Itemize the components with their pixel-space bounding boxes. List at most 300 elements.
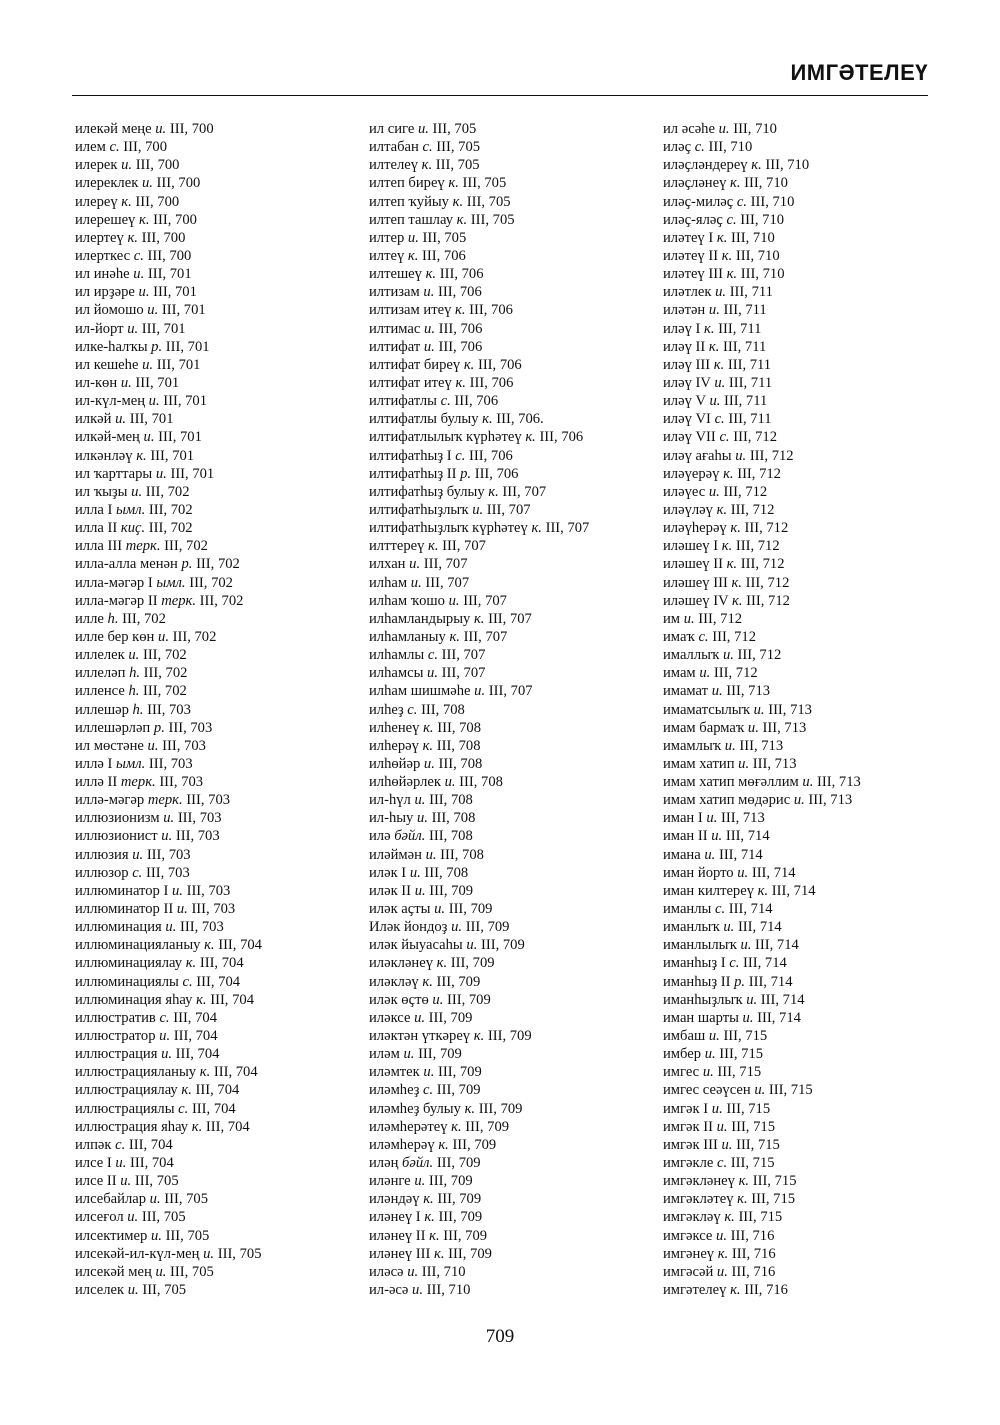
entry-pos-label: терк. <box>147 792 183 809</box>
index-entry <box>75 682 262 700</box>
index-entry <box>663 1208 861 1226</box>
entry-reference: III, 703 <box>158 737 206 754</box>
entry-headword: ил-әсә <box>369 1282 413 1298</box>
index-entry <box>369 501 589 519</box>
entry-pos-label: и. <box>722 647 734 664</box>
entry-headword: илһенеү <box>369 719 424 736</box>
index-entry <box>75 1100 262 1118</box>
entry-headword: ил-көн <box>75 374 121 391</box>
entry-headword: ил инәһе <box>75 266 134 283</box>
entry-pos-label: терк. <box>125 538 161 555</box>
entry-pos-label: и. <box>155 1263 167 1280</box>
entry-pos-label: һ. <box>107 610 119 627</box>
entry-headword: илла-мәгәр I <box>75 574 157 591</box>
entry-pos-label: к. <box>448 175 459 192</box>
entry-headword: ил-күл-мең <box>75 393 149 410</box>
index-entry <box>663 1118 861 1136</box>
index-entry <box>75 392 262 410</box>
entry-reference: III, 708 <box>425 828 473 845</box>
entry-reference: III, 701 <box>158 302 206 319</box>
index-entry <box>663 1190 861 1208</box>
entry-headword: иләү IV <box>663 374 715 391</box>
entry-pos-label: к. <box>738 1173 750 1190</box>
entry-pos-label: и. <box>708 302 720 319</box>
entry-headword: илле бер көн <box>75 628 159 645</box>
entry-headword: илтизам <box>369 284 424 301</box>
entry-reference: III, 710 <box>732 247 780 264</box>
index-entry <box>663 519 861 537</box>
entry-pos-label: р. <box>153 719 165 736</box>
index-entry <box>663 211 861 229</box>
entry-headword: имана <box>663 846 705 863</box>
index-entry <box>663 900 861 918</box>
entry-headword: Иләк йондоҙ <box>369 919 452 936</box>
entry-headword: имгәк II <box>663 1118 717 1135</box>
entry-pos-label: и. <box>715 284 727 301</box>
index-entry <box>369 628 589 646</box>
index-entry <box>663 338 861 356</box>
entry-headword: илерек <box>75 157 122 174</box>
entry-reference: III, 703 <box>174 810 222 827</box>
index-entry <box>369 900 589 918</box>
index-entry <box>663 174 861 192</box>
entry-headword: илкәй-мең <box>75 429 144 446</box>
index-entry <box>75 864 262 882</box>
entry-headword: илтеп ҡуйыу <box>369 193 453 210</box>
entry-reference: III, 715 <box>747 1191 796 1208</box>
index-entry <box>663 719 861 737</box>
index-entry <box>663 374 861 392</box>
index-entry <box>663 301 861 319</box>
entry-pos-label: и. <box>407 1263 419 1280</box>
entry-headword: иләшеү I <box>663 538 722 555</box>
entry-reference: III, 714 <box>768 882 816 899</box>
entry-reference: III, 715 <box>713 1064 762 1081</box>
entry-headword: илһамландырыу <box>369 610 474 627</box>
entry-pos-label: и. <box>150 1227 162 1244</box>
entry-reference: III, 712 <box>733 465 781 482</box>
index-entry <box>75 1263 262 1281</box>
index-entry <box>369 156 589 174</box>
entry-reference: III, 708 <box>433 719 482 736</box>
index-entry <box>369 320 589 338</box>
entry-reference: III, 708 <box>427 810 476 827</box>
index-entry <box>369 1208 589 1226</box>
entry-reference: III, 702 <box>168 628 217 645</box>
entry-reference: III, 700 <box>166 121 214 137</box>
entry-headword: иләкләнеү <box>369 955 437 972</box>
index-entry <box>663 773 861 791</box>
entry-pos-label: и. <box>155 121 167 137</box>
entry-headword: имбер <box>663 1046 705 1063</box>
entry-headword: имгәкләү <box>663 1209 725 1226</box>
entry-pos-label: и. <box>451 919 463 936</box>
entry-reference: III, 716 <box>726 1227 775 1244</box>
entry-pos-label: к. <box>713 356 725 373</box>
entry-reference: III, 712 <box>732 538 780 555</box>
entry-reference: III, 700 <box>132 157 180 174</box>
entry-reference: III, 714 <box>725 901 773 918</box>
entry-pos-label: и. <box>176 901 188 918</box>
entry-headword: иләктән үткәреү <box>369 1028 474 1045</box>
index-entry <box>369 537 589 555</box>
entry-headword: иләтлек <box>663 284 716 301</box>
index-entry <box>663 809 861 827</box>
index-entry <box>75 592 262 610</box>
entry-headword: имгес сеәүсен <box>663 1082 755 1099</box>
entry-headword: иләм <box>369 1046 404 1063</box>
entry-reference: III, 709 <box>461 1118 510 1135</box>
entry-headword: имгәк III <box>663 1136 722 1153</box>
entry-reference: III, 706 <box>434 338 483 355</box>
index-entry <box>75 265 262 283</box>
entry-reference: III, 708 <box>425 792 473 809</box>
index-entry <box>369 120 589 138</box>
entry-reference: III, 700 <box>152 175 201 192</box>
entry-reference: III, 709 <box>433 1155 481 1172</box>
index-entry <box>663 465 861 483</box>
index-entry <box>369 301 589 319</box>
entry-reference: III, 713 <box>813 774 861 791</box>
entry-pos-label: с. <box>698 628 709 645</box>
index-entry <box>663 574 861 592</box>
index-entry <box>369 338 589 356</box>
entry-pos-label: к. <box>704 320 715 337</box>
index-entry <box>369 682 589 700</box>
index-entry <box>75 138 262 156</box>
index-entry <box>663 537 861 555</box>
index-entry <box>75 628 262 646</box>
entry-reference: III, 707 <box>484 610 532 627</box>
index-entry <box>75 610 262 628</box>
entry-headword: иман I <box>663 810 707 827</box>
entry-reference: III, 709 <box>425 882 474 899</box>
entry-pos-label: и. <box>424 320 435 337</box>
entry-reference: III, 705 <box>432 157 480 174</box>
entry-pos-label: и. <box>802 774 814 791</box>
entry-reference: III, 710 <box>423 1282 471 1298</box>
entry-headword: илленсе <box>75 683 129 700</box>
entry-reference: III, 707 <box>498 483 547 500</box>
entry-reference: III, 701 <box>144 266 192 283</box>
entry-headword: имаматсылыҡ <box>663 701 754 718</box>
entry-reference: III, 715 <box>734 1209 783 1226</box>
index-entry <box>75 283 262 301</box>
entry-pos-label: к. <box>456 211 468 228</box>
index-entry <box>663 356 861 374</box>
entry-pos-label: и. <box>708 1028 720 1045</box>
entry-headword: иллюстрация <box>75 1046 162 1063</box>
entry-pos-label: и. <box>417 810 428 827</box>
entry-reference: III, 709 <box>414 1046 462 1063</box>
index-entry <box>75 555 262 573</box>
index-entry <box>75 1063 262 1081</box>
entry-reference: III, 709 <box>444 1245 492 1262</box>
index-entry <box>369 936 589 954</box>
index-entry <box>369 664 589 682</box>
index-entry <box>663 682 861 700</box>
entry-reference: III, 707 <box>421 574 470 591</box>
entry-reference: III, 713 <box>735 737 784 754</box>
entry-headword: илем <box>75 139 110 156</box>
entry-reference: III, 706 <box>436 266 484 283</box>
entry-pos-label: и. <box>747 719 759 736</box>
entry-headword: иләмһеҙ булыу <box>369 1100 465 1117</box>
entry-headword: иләүес <box>663 483 709 500</box>
entry-headword: иләшеү II <box>663 556 727 573</box>
entry-reference: III, 709 <box>432 973 481 990</box>
entry-reference: III, 710 <box>746 193 795 210</box>
index-entry <box>75 211 262 229</box>
entry-headword: илттереү <box>369 538 429 555</box>
entry-headword: иләтеү I <box>663 229 717 246</box>
entry-reference: III, 707 <box>459 628 508 645</box>
entry-headword: ил ирҙәре <box>75 284 139 301</box>
entry-pos-label: и. <box>702 1064 714 1081</box>
index-entry <box>369 555 589 573</box>
index-entry <box>75 646 262 664</box>
entry-reference: III, 706 <box>474 356 522 373</box>
entry-headword: илтабан <box>369 139 423 156</box>
entry-pos-label: к. <box>421 157 433 174</box>
entry-headword: илла II <box>75 520 121 537</box>
index-entry <box>75 755 262 773</box>
entry-headword: иллюзионизм <box>75 810 164 827</box>
entry-pos-label: к. <box>422 737 434 754</box>
entry-pos-label: к. <box>199 1064 211 1081</box>
entry-reference: III, 705 <box>160 1191 209 1208</box>
index-entry <box>369 174 589 192</box>
entry-pos-label: к. <box>757 882 769 899</box>
entry-reference: III, 714 <box>715 846 763 863</box>
entry-pos-label: и. <box>417 121 429 137</box>
entry-pos-label: к. <box>464 1100 476 1117</box>
index-entry <box>75 664 262 682</box>
entry-reference: III, 704 <box>172 1046 220 1063</box>
index-entry <box>663 864 861 882</box>
entry-pos-label: терк. <box>120 774 156 791</box>
entry-pos-label: и. <box>742 1009 754 1026</box>
entry-reference: III, 704 <box>210 1064 258 1081</box>
entry-reference: III, 704 <box>170 1028 218 1045</box>
entry-headword: иллелек <box>75 647 129 664</box>
entry-reference: III, 708 <box>433 737 481 754</box>
entry-reference: III, 706 <box>418 247 466 264</box>
entry-reference: III, 703 <box>164 719 213 736</box>
entry-headword: илхан <box>369 556 410 573</box>
entry-headword: иллюминатор II <box>75 901 177 918</box>
index-entry <box>75 574 262 592</box>
entry-pos-label: с. <box>115 1136 126 1153</box>
index-column-1 <box>75 120 262 1299</box>
entry-reference: III, 709 <box>433 1191 482 1208</box>
entry-reference: III, 713 <box>758 719 807 736</box>
index-entry <box>369 918 589 936</box>
entry-headword: иләтеү III <box>663 266 727 283</box>
entry-reference: III, 706 <box>434 284 482 301</box>
entry-reference: III, 710 <box>736 211 785 228</box>
entry-pos-label: к. <box>204 937 215 954</box>
entry-reference: III, 705 <box>138 1282 187 1298</box>
entry-pos-label: р. <box>460 465 472 482</box>
entry-reference: III, 712 <box>746 447 794 464</box>
entry-reference: III, 707 <box>485 683 533 700</box>
entry-pos-label: и. <box>409 864 421 881</box>
entry-reference: III, 709 <box>434 1209 483 1226</box>
entry-headword: ил-йорт <box>75 320 128 337</box>
index-entry <box>369 954 589 972</box>
entry-pos-label: и. <box>472 501 484 518</box>
index-entry <box>663 229 861 247</box>
index-entry <box>369 991 589 1009</box>
entry-pos-label: к. <box>482 411 493 428</box>
entry-reference: III, 708 <box>420 864 469 881</box>
entry-pos-label: ымл. <box>116 755 146 772</box>
entry-pos-label: киҫ. <box>120 520 146 537</box>
index-entry <box>369 809 589 827</box>
index-entry <box>369 755 589 773</box>
entry-headword: имгәк I <box>663 1100 712 1117</box>
index-entry <box>369 138 589 156</box>
entry-reference: III, 704 <box>196 955 244 972</box>
entry-headword: ил әсәһе <box>663 121 719 137</box>
entry-pos-label: и. <box>714 374 726 391</box>
entry-headword: иләүерәү <box>663 465 724 482</box>
index-entry <box>75 1045 262 1063</box>
entry-headword: иллюминациялы <box>75 973 183 990</box>
index-entry <box>75 1009 262 1027</box>
entry-pos-label: к. <box>531 520 542 537</box>
entry-headword: иләмһерәү <box>369 1136 439 1153</box>
entry-headword: илтеп ташлау <box>369 211 457 228</box>
index-entry <box>369 1081 589 1099</box>
entry-reference: III, 706. <box>492 411 544 428</box>
entry-reference: III, 710 <box>737 266 785 283</box>
entry-reference: III, 703 <box>182 792 231 809</box>
entry-pos-label: и. <box>120 1173 132 1190</box>
entry-headword: иллә-мәгәр <box>75 792 148 809</box>
entry-pos-label: и. <box>704 846 716 863</box>
entry-headword: илла-алла менән <box>75 556 182 573</box>
entry-pos-label: к. <box>139 211 150 228</box>
entry-reference: III, 714 <box>748 864 796 881</box>
entry-headword: имамлыҡ <box>663 737 725 754</box>
entry-pos-label: к. <box>449 628 460 645</box>
entry-reference: III, 714 <box>745 973 793 990</box>
entry-reference: III, 709 <box>443 991 491 1008</box>
index-entry <box>75 537 262 555</box>
entry-pos-label: к. <box>726 556 738 573</box>
entry-pos-label: к. <box>717 1245 729 1262</box>
entry-pos-label: с. <box>729 955 740 972</box>
entry-pos-label: с. <box>159 1009 170 1026</box>
entry-headword: илла-мәгәр II <box>75 592 162 609</box>
index-entry <box>75 882 262 900</box>
entry-pos-label: и. <box>709 393 721 410</box>
entry-headword: иләнге <box>369 1173 415 1190</box>
index-entry <box>75 991 262 1009</box>
entry-headword: ил-һыу <box>369 810 417 827</box>
entry-reference: III, 709 <box>448 1136 497 1153</box>
entry-pos-label: к. <box>726 266 738 283</box>
entry-headword: иллюстрация яһау <box>75 1118 192 1135</box>
index-entry <box>75 501 262 519</box>
entry-reference: III, 704 <box>192 973 241 990</box>
entry-pos-label: к. <box>737 1191 748 1208</box>
entry-pos-label: и. <box>754 1082 766 1099</box>
entry-reference: III, 711 <box>726 284 773 301</box>
entry-pos-label: и. <box>115 411 127 428</box>
entry-headword: иләшеү IV <box>663 592 733 609</box>
entry-reference: III, 701 <box>138 320 186 337</box>
index-entry <box>663 701 861 719</box>
entry-headword: иләкләү <box>369 973 423 990</box>
index-entry <box>75 156 262 174</box>
entry-reference: III, 708 <box>434 755 483 772</box>
entry-pos-label: и. <box>171 882 183 899</box>
entry-pos-label: к. <box>185 955 197 972</box>
entry-headword: иләк II <box>369 882 415 899</box>
entry-headword: иман шарты <box>663 1009 743 1026</box>
entry-pos-label: с. <box>726 211 737 228</box>
entry-headword: иләк аҫты <box>369 901 435 918</box>
index-entry <box>369 701 589 719</box>
entry-headword: иман килтереү <box>663 882 758 899</box>
entry-reference: III, 711 <box>724 411 772 428</box>
entry-headword: имбаш <box>663 1028 709 1045</box>
entry-headword: иллюстратор <box>75 1028 160 1045</box>
entry-headword: иллюстратив <box>75 1009 160 1026</box>
entry-headword: илһам <box>369 574 411 591</box>
entry-pos-label: р. <box>734 973 746 990</box>
index-entry <box>663 664 861 682</box>
index-entry <box>663 1263 861 1281</box>
entry-headword: илһерәү <box>369 737 423 754</box>
entry-pos-label: и. <box>735 447 747 464</box>
entry-pos-label: к. <box>732 592 743 609</box>
entry-reference: III, 711 <box>725 374 773 391</box>
entry-headword: илтифат биреү <box>369 356 464 373</box>
index-entry <box>663 193 861 211</box>
entry-pos-label: к. <box>452 193 464 210</box>
entry-reference: III, 711 <box>714 320 762 337</box>
index-entry <box>369 428 589 446</box>
entry-reference: III, 700 <box>119 139 168 156</box>
entry-reference: III, 703 <box>145 755 193 772</box>
entry-reference: III, 705 <box>166 1263 214 1280</box>
index-entry <box>663 483 861 501</box>
index-entry <box>75 773 262 791</box>
entry-headword: иләү II <box>663 338 709 355</box>
entry-headword: ималлыҡ <box>663 647 723 664</box>
entry-reference: III, 712 <box>694 610 743 627</box>
index-entry <box>369 483 589 501</box>
entry-reference: III, 709 <box>433 1082 481 1099</box>
index-entry <box>75 1281 262 1299</box>
entry-pos-label: к. <box>425 266 437 283</box>
entry-reference: III, 711 <box>724 356 772 373</box>
index-entry <box>75 719 262 737</box>
entry-pos-label: и. <box>740 937 752 954</box>
entry-headword: ил кешеһе <box>75 356 143 373</box>
entry-pos-label: и. <box>143 429 155 446</box>
entry-pos-label: ымл. <box>156 574 186 591</box>
entry-reference: III, 702 <box>118 610 166 627</box>
entry-pos-label: к. <box>423 1191 434 1208</box>
entry-pos-label: и. <box>158 628 169 645</box>
entry-headword: илһөйәр <box>369 755 424 772</box>
entry-pos-label: и. <box>738 755 750 772</box>
